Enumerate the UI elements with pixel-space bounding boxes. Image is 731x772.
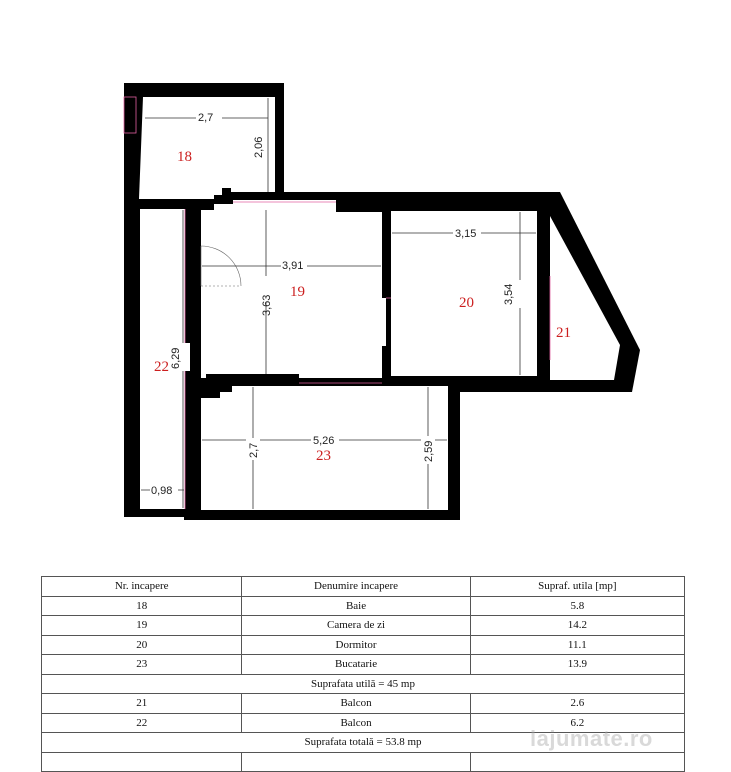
room-19-label: 19 [290,284,305,300]
table-row: 19 Camera de zi 14.2 [42,616,685,636]
table-row: 23 Bucatarie 13.9 [42,655,685,675]
watermark-logo: lajumate.ro [530,726,653,751]
total-area: Suprafata totală = 53.8 mp [42,733,685,753]
room-20-label: 20 [459,295,474,311]
dim-22-width: 0,98 [151,485,173,497]
empty-row [42,752,685,772]
room-18-label: 18 [177,149,192,165]
usable-area-total: Suprafata utilă = 45 mp [42,674,685,694]
header-area: Supraf. utila [mp] [470,577,684,597]
dim-18-height: 2,06 [253,136,265,158]
table-row: 18 Baie 5.8 [42,596,685,616]
dim-23-height-left: 2,7 [248,442,260,458]
dim-19-height: 3,63 [261,294,273,316]
dim-20-width: 3,15 [455,228,477,240]
table-header-row [42,577,685,597]
table-row: 21 Balcon 2.6 [42,694,685,714]
room-23-label: 23 [316,448,331,464]
header-room-name: Denumire incapere [242,577,470,597]
dim-19-width: 3,91 [282,260,304,272]
dim-18-width: 2,7 [198,112,214,124]
room-21-label: 21 [556,325,571,341]
header-room-number: Nr. incapere [42,577,242,597]
subtotal-row [42,674,685,694]
dim-22-height: 6,29 [170,347,182,369]
dim-23-height-right: 2,59 [423,440,435,462]
table-row: 22 Balcon 6.2 [42,713,685,733]
table-row: 20 Dormitor 11.1 [42,635,685,655]
room-22-label: 22 [154,359,169,375]
dim-20-height: 3,54 [503,283,515,305]
dim-23-width: 5,26 [313,435,335,447]
